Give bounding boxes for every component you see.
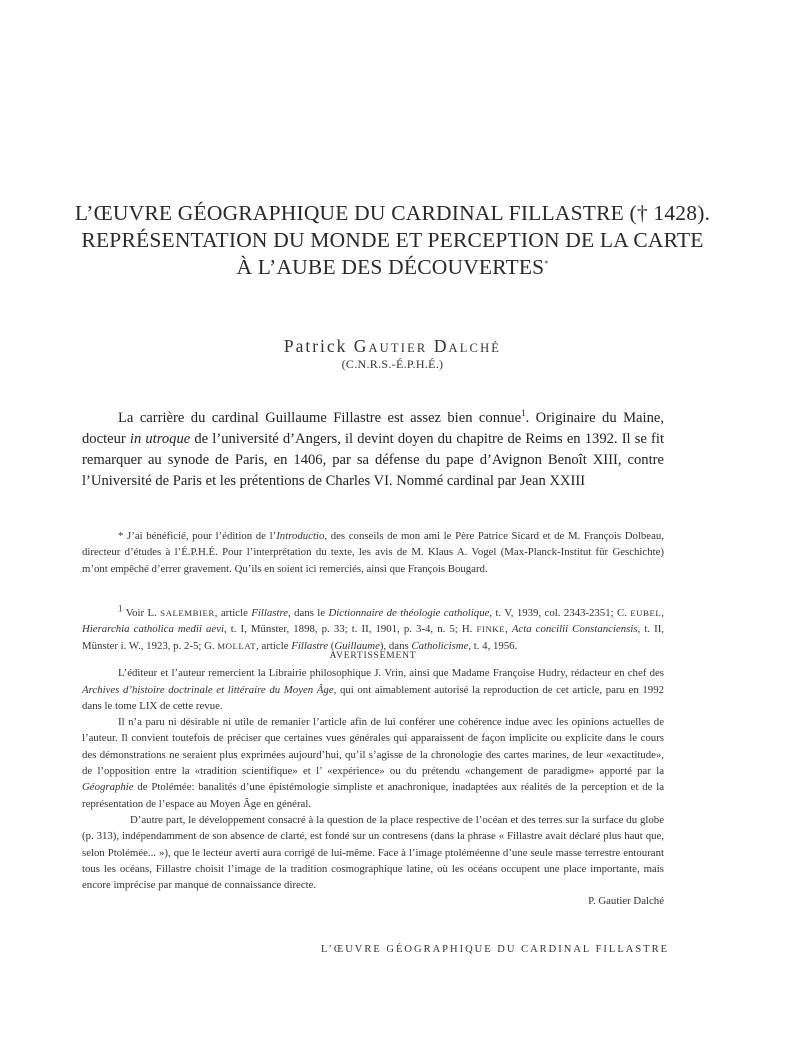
fn-italic: Dictionnaire de théologie catholique: [328, 607, 490, 619]
avert-span: Il n’a paru ni désirable ni utile de remanier l’article afin de lui conférer une cohérence indue avec les opinions actuelles de l’auteur. Il convient toutefois de préciser que certaines vues générales qui apparaissent de façon implicite ou explicite dans le cours des démonstrations ne seraient plus exprimées aujourd’hui, qu’il s’agisse de la chronologie des cartes marines, de leur «exactitude», de l’opposition entre la «tradition scientifique» et l’ «expérience» ou du prétendu «changement de paradigme» apporté par la: [82, 716, 664, 778]
author-initial-1: G: [353, 336, 369, 356]
fn-span: ,: [505, 623, 512, 636]
avertissement-paragraph-3: D’autre part, le développement consacré à la question de la place respective de l’océan et des terres sur la surface du globe (p. 313), indépendamment de son absence de clarté, est fondé sur un contresens (dans la phrase « Fillastre avait déclaré plus haut que, selon Ptolémée... »), que le lecteur averti aura corrigé de lui-même. Face à l’image ptoléméenne d’une seule masse terrestre entourant tous les océans, Fillastre choisit l’image de la tradition cosmographique latine, où les océans occupent une place importante, mais encore imprécise par manque de connaissance directe.: [82, 813, 664, 892]
author-last-2-rest: ALCHÉ: [448, 341, 502, 355]
footnote-1-text: [82, 605, 664, 654]
body-text-span: La carrière du cardinal Guillaume Fillastre est assez bien connue: [118, 410, 522, 426]
author-initial-2: D: [433, 336, 449, 356]
fn-italic: Acta concilii Constanciensis: [511, 623, 638, 636]
fn-span: * J’ai bénéficié, pour l’édition de l’: [118, 530, 277, 542]
fn-span: , t. II, Münster i. W., 1923, p. 2-5; G.: [82, 623, 665, 652]
author-first-name: Patrick: [283, 336, 348, 356]
fn-italic: Introductio: [276, 530, 325, 542]
author-name: [0, 336, 785, 357]
fn-span: ), dans: [379, 639, 412, 652]
avertissement-paragraph-2: [82, 714, 664, 812]
running-footer: L’ŒUVRE GÉOGRAPHIQUE DU CARDINAL FILLASTRE: [320, 944, 669, 955]
fn-italic: Fillastre: [251, 607, 289, 619]
fn-span: , t. 4, 1956.: [468, 639, 518, 652]
title-line-2: REPRÉSENTATION DU MONDE ET PERCEPTION DE LA CARTE: [81, 228, 704, 252]
footnote-1: [82, 605, 664, 654]
fn-italic: Fillastre: [291, 639, 329, 652]
fn-italic: Hierarchia catholica medii aevi: [82, 623, 224, 636]
body-text: [82, 408, 664, 492]
author-last-name-1: [354, 336, 428, 356]
avert-span: , qui ont aimablement autorisé la reproduction de cet article, paru en 1992 dans le tome LIX de cette revue.: [82, 683, 664, 712]
title-line-3: [40, 254, 745, 281]
avert-span: L’éditeur et l’auteur remercient la Librairie philosophique J. Vrin, ainsi que Madame Françoise Hudry, rédacteur en chef des: [118, 667, 664, 680]
fn-span: , t. I, Münster, 1898, p. 33; t. II, 1901, p. 3-4, n. 5; H.: [223, 623, 477, 636]
fn-span: , t. V, 1939, col. 2343-2351; C.: [489, 607, 631, 619]
fn-span: , dans le: [288, 607, 329, 619]
body-text-span: de l’université d’Angers, il devint doyen du chapitre de Reims en 1392. Il se fit remarquer au synode de Paris, en 1406, par sa défense du pape d’Avignon Benoît XIII, contre l’Université de Paris et les prétentions de Charles VI. Nommé cardinal par Jean XXIII: [82, 431, 664, 489]
footnote-ref-1: 1: [521, 408, 526, 419]
avert-italic: Archives d’histoire doctrinale et littéraire du Moyen Âge: [82, 683, 334, 696]
title-footnote-mark: *: [544, 258, 549, 268]
body-text-span: . Originaire du Maine, docteur: [82, 410, 665, 447]
body-italic-span: in utroque: [129, 431, 191, 447]
footnote-star: [82, 528, 664, 577]
fn-smallcaps: FINKE: [476, 624, 506, 635]
fn-span: , article: [214, 607, 252, 619]
footnote-star-text: [82, 528, 664, 577]
body-paragraph: [82, 408, 664, 492]
avertissement-signature: P. Gautier Dalché: [588, 895, 664, 908]
fn-span: Voir L.: [122, 607, 161, 619]
fn-span: ,: [661, 607, 664, 619]
author-affiliation: (C.N.R.S.-É.P.H.É.): [341, 357, 444, 371]
author-last-name-2: [434, 336, 501, 356]
avert-italic: Géographie: [82, 781, 134, 794]
title-line-1: L’ŒUVRE GÉOGRAPHIQUE DU CARDINAL FILLASTRE († 1428).: [74, 201, 711, 225]
fn-smallcaps: MOLLAT: [217, 640, 257, 651]
avertissement-heading: AVERTISSEMENT: [329, 651, 417, 661]
article-title: [40, 200, 745, 281]
fn-italic: Catholicisme: [411, 639, 469, 652]
avertissement-section: [82, 648, 664, 910]
footnote-1-number: 1: [118, 603, 123, 614]
fn-span: , article: [256, 639, 292, 652]
title-line-3-text: À L’AUBE DES DÉCOUVERTES: [236, 255, 545, 279]
fn-smallcaps: SALEMBIER: [160, 608, 215, 618]
author-last-1-rest: AUTIER: [368, 341, 428, 355]
avertissement-paragraph-1: [82, 665, 664, 714]
fn-span: , des conseils de mon ami le Père Patrice Sicard et de M. François Dolbeau, directeur d’études à l’É.P.H.É. Pour l’interprétation du texte, les avis de M. Klaus A. Vogel (Max-Planck-Institut für Geschichte) m’ont empêché d’errer gravement. Qu’ils en soient ici remerciés, ainsi que François Bougard.: [82, 530, 664, 575]
fn-span: (: [328, 639, 335, 652]
avert-span: de Ptolémée: banalités d’une épistémologie simpliste et anachronique, inadaptées aux réalités de la perception et de la représentation de l’espace au Moyen Âge en général.: [82, 781, 664, 810]
fn-smallcaps: EUBEL: [630, 608, 662, 618]
fn-italic: Guillaume: [334, 639, 380, 652]
